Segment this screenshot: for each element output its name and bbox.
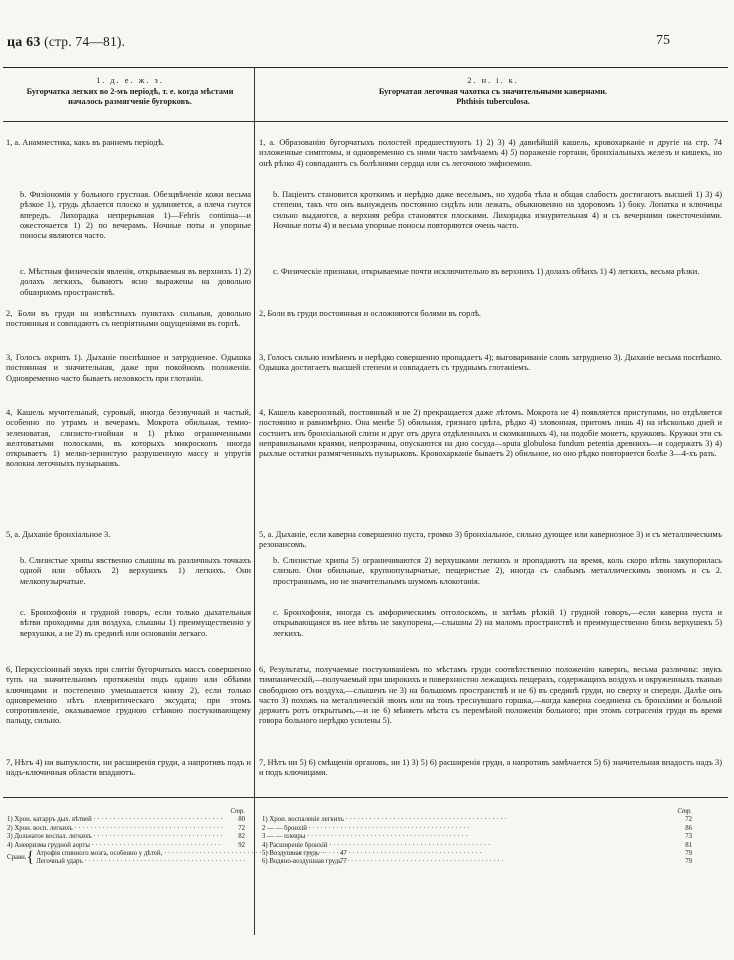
- left-entry-1c: с. Мѣстныя физическія явленія, открываемыя въ верхнихъ 1) 2) долахъ легкихъ, бываютъ ясно выражены на довольно обширномъ пространствѣ.: [20, 267, 251, 297]
- left-footnote-row: [7, 842, 245, 850]
- footnote-page: 79: [685, 858, 692, 866]
- left-entry-6: 6, Перкуссіонный звукъ при слитіи бугорчатыхъ массъ совершенно тупъ на значительномъ протяженіи подъ одною или обѣими ключицами и постепенно уменьшается книзу 2), если только одновременно нѣтъ плевритическаго эксудата; при этомъ сопротивленіе, оказываемое грудною стѣнкою постукивающему пальцу, сильно.: [6, 665, 251, 726]
- footnote-page: 79: [685, 850, 692, 858]
- footnote-page: 86: [685, 824, 692, 832]
- right-entry-5c: с. Бронхофонія, иногда съ амфорическимъ отголоскомъ, и затѣмъ рѣзкій 1) грудной говоръ,—если каверна пуста и открывающаяся въ нее вѣтвь не закупорена,—слышны 2) на маломъ пространствѣ и преимущественно близь верхушекъ 5) легкихъ.: [273, 608, 722, 638]
- column-divider: [254, 67, 255, 935]
- footnote-label: 1) Хрон. катарръ дых. вѣтвей · · ·: [7, 816, 223, 824]
- footnote-page: 73: [685, 833, 692, 841]
- footnote-label: 4) Аневризма грудной аорты · · ·: [7, 842, 223, 850]
- heading-rule: [3, 121, 728, 122]
- right-column-latin: Phthisis tuberculosa.: [456, 97, 530, 106]
- left-footnote-row: [7, 816, 245, 824]
- right-entry-3: 3, Голосъ сильно измѣненъ и нерѣдко совершенно пропадаетъ 4); выговариваніе словъ затруднено 3). Дыханіе весьма поспѣшно. Одышка достигаетъ высшей степени и совпадаетъ съ труднымъ глотаніемъ.: [259, 353, 722, 373]
- header-title: ца 63: [7, 35, 41, 50]
- left-footnote-row: [7, 825, 245, 833]
- compare-prefix: Сравн.: [7, 854, 27, 862]
- top-rule: [3, 67, 728, 68]
- left-entry-1b: b. Физіономія у больного грустная. Обезцвѣченіе кожи весьма рѣзкое 1), грудь дѣлается плоско и удлиняется, а плеча гнутся впередъ. Лихорадка непрерывная 1)—Febris continua—и ожесточается 1) 2) по вечерамъ. Ночные поты и упорные поносы являются часто.: [20, 190, 251, 241]
- left-column-number: 1. д. е. ж. з.: [96, 76, 164, 85]
- right-entry-1b: b. Пацiентъ становится кроткимъ и нерѣдко даже веселымъ, но худоба тѣла и общая слабость достигаютъ высшей 1) 3) 4) степени, такъ что онъ вынужденъ постоянно сидѣть или лежать, обыкновенно на здоровомъ 1) боку. Лопатка и ключицы сильно выдаются, а верхняя ребра становятся плоскими. Лихорадка изнурительная 4) и съ вечерними ожесточеніями. Ночные поты 4) и весьма упорные поносы повторяются очень часто.: [273, 190, 722, 230]
- right-column-heading: [262, 76, 724, 108]
- footnote-label: 4) Расширеніе бронхій · · ·: [262, 842, 670, 850]
- footnote-label: 6) Водяно-воздушная грудь · · ·: [262, 858, 670, 866]
- left-entry-5b: b. Слизистые хрипы явственно слышны въ различныхъ точкахъ одной или обѣихъ 2) верхушекъ 1) легкихъ. Они мелкопузырчатые.: [20, 556, 251, 586]
- compare-label: Легочный ударъ · · ·: [36, 858, 325, 866]
- right-entry-5a: 5, а. Дыханіе, если каверна совершенно пуста, громко 3) бронхіальное, сильно дующее или кавернозное 3) и съ металлическимъ резонансомъ.: [259, 530, 722, 550]
- right-entry-2: 2, Боли въ груди постоянныя и осложняются болями въ горлѣ.: [259, 309, 482, 318]
- right-footnote-row: [262, 816, 692, 824]
- right-entry-4: 4, Кашель кавернозный, постоянный и не 2) прекращается даже лѣтомъ. Мокрота не 4) появляется приступами, но отдѣляется постоянно и равномѣрно. Она менѣе 5) обильная, грязнаго цвѣта, рѣдко 4) зловонная, притомъ лишь 4) на нѣсколько дней и состоитъ изъ бронхіальной слизи и друг отъ друга отдѣленныхъ и скомканныхъ 4), на подобіе монетъ, кружковъ. Кружки эти съ неправильными краями, непрозрачны, опускаются на дно сосуда—sputa globulosa fundum petentia древнихъ—и содержатъ 3) 4) рыхлые остатки размягченныхъ пузырьковъ. Кровохарканіе бываетъ 2) обильное, но оно рѣдко повторяется болѣе 3—4-хъ разъ.: [259, 408, 722, 459]
- right-footnote-row: [262, 850, 692, 858]
- left-footnotes-page-label: Стр.: [230, 808, 245, 815]
- footnote-page: 72: [238, 824, 245, 832]
- left-entry-2: 2, Боли въ груди на извѣстныхъ пунктахъ сильныя, довольно постоянныя и совпадаютъ съ непріятными ощущеніями въ горлѣ.: [6, 309, 251, 329]
- left-column-title: Бугорчатка легких во 2-мъ періодѣ, т. е. когда мѣстами началось размягченіе бугорковъ.: [26, 86, 234, 106]
- footnote-label: 2 — — бронхій · · ·: [262, 825, 670, 833]
- right-footnote-row: [262, 842, 692, 850]
- right-footnote-row: [262, 858, 692, 866]
- right-footnotes: [262, 808, 692, 867]
- right-footnote-row: [262, 825, 692, 833]
- footnote-page: 81: [685, 841, 692, 849]
- footnote-label: 5) Воздушная грудь · · ·: [262, 850, 670, 858]
- footnote-label: 1) Хрон. воспаленіе легкихъ · · ·: [262, 816, 670, 824]
- right-entry-1a: 1, а. Образованію бугорчатыхъ полостей предшествуютъ 1) 2) 3) 4) давнѣйшій кашель, кровохарканіе и другіе на стр. 74 изложенные симптомы, и одновременно съ ними часто замѣчаемъ 4) 5) пораженіе гортани, бронхіальныхъ железъ и кишекъ, но онѣ рѣзко 4) совпадаютъ съ болѣзнями сердца или съ легочною эмфиземою.: [259, 138, 722, 168]
- left-entry-4: 4, Кашель мучительный, суровый, иногда беззвучный и частый, особенно по утрамъ и вечерамъ. Мокрота обильная, темно-зеленоватая, слизисто-гнойная и 1) рѣзко ограниченными желтоватыми полосками, въ которыхъ микроскопъ иногда открываетъ 1) мелко-зернистую разрушенную массу и упругія волокна легочныхъ пузырьковъ.: [6, 408, 251, 469]
- left-entry-5c: с. Бронхофонія и грудной говоръ, если только дыхательныя вѣтви проходимы для воздуха, слышны 1) преимущественно у верхушки, а не 2) въ срединѣ или основаніи легкаго.: [20, 608, 251, 638]
- running-header: [7, 34, 125, 51]
- right-entry-1c: с. Физическіе признаки, открываемые почти исключительно въ верхнихъ 1) долахъ обѣихъ 1) 4) легкихъ, весьма рѣзки.: [273, 267, 700, 276]
- footnote-page: 72: [685, 816, 692, 824]
- right-entry-5b: b. Слизистые хрипы 5) ограничиваются 2) верхушками легкихъ и пропадаютъ на время, коль скоро вѣтвь закупорилась слизью. Они обильные, крупнопузырчатые, пещеристые 2), иногда съ слабымъ металлическимъ звономъ и съ 2. пространнымъ, но не значительнымъ шумомъ клокотанія.: [273, 556, 722, 586]
- right-column-number: 2. н. і. к.: [467, 76, 519, 85]
- left-entry-5a: 5, а. Дыханіе бронхіальное 3.: [6, 530, 111, 539]
- left-entry-1a: 1, а. Анамнестика, какъ въ раннемъ періодѣ.: [6, 138, 165, 147]
- right-footnote-row: [262, 833, 692, 841]
- right-entry-6: 6, Результаты, получаемые постукиваніемъ по мѣстамъ груди соотвѣтственно положенію кавернъ, весьма различны: звукъ тимпаническій,—получаемый при широкихъ и поверхностно лежащихъ пещерахъ, содержащихъ воздухъ и окруженныхъ тканью свободною отъ воздуха,—слышенъ не 3) на большомъ пространствѣ и не 6) въ срединѣ груди, но сверху и спереди. Далѣе онъ часто 3) похожъ на металлическій звонъ или на тонъ треснувшаго горшка,—когда каверна соединена съ бронхіями и больной держитъ ротъ открытымъ,—и не 6) мѣняетъ мѣста съ перемѣной положенія больного; при этомъ сотрасенія груди въ время говора больного нерѣдко усилены 5).: [259, 665, 722, 726]
- footnote-page: 82: [238, 833, 245, 841]
- left-column-heading: [10, 76, 250, 108]
- footnote-label: 2) Хрон. восп. легкихъ · · ·: [7, 825, 223, 833]
- compare-label: Атрофія спинного мозга, особенно у дѣтей, · · ·: [36, 850, 325, 858]
- header-pages: (стр. 74—81).: [44, 34, 126, 49]
- footnote-rule: [3, 797, 728, 798]
- right-footnotes-page-label: Стр.: [677, 808, 692, 815]
- right-entry-7: 7, Нѣтъ ни 5) 6) смѣщенія органовъ, ни 1) 3) 5) 6) расширенія груди, а напротивъ замѣчается 5) 6) значительная впадость надъ 3) и подъ ключицами.: [259, 758, 722, 778]
- left-footnote-row: [7, 833, 245, 841]
- footnote-page: 80: [238, 816, 245, 824]
- page-number: 75: [656, 33, 670, 48]
- footnote-label: 3) Дольчатое воспал. легкихъ · · ·: [7, 833, 223, 841]
- compare-page: 47: [339, 850, 347, 858]
- footnote-page: 92: [238, 841, 245, 849]
- right-column-title: Бугорчатая легочная чахотка съ значительными кавернами.: [378, 86, 608, 96]
- brace-icon: {: [26, 849, 35, 867]
- footnote-label: 3 — — плевры · · ·: [262, 833, 670, 841]
- compare-page: 77: [339, 858, 347, 866]
- left-entry-7: 7, Нѣтъ 4) ни выпуклости, ни расширенія груди, а напротивъ подъ и надъ-ключичныя области впадаютъ.: [6, 758, 251, 778]
- left-entry-3: 3, Голосъ охрипъ 1). Дыханіе поспѣшное и затрудненое. Одышка постоянная и значительная, даже при покойномъ положеніи. Одновременно часто бываетъ неловкость при глотаніи.: [6, 353, 251, 383]
